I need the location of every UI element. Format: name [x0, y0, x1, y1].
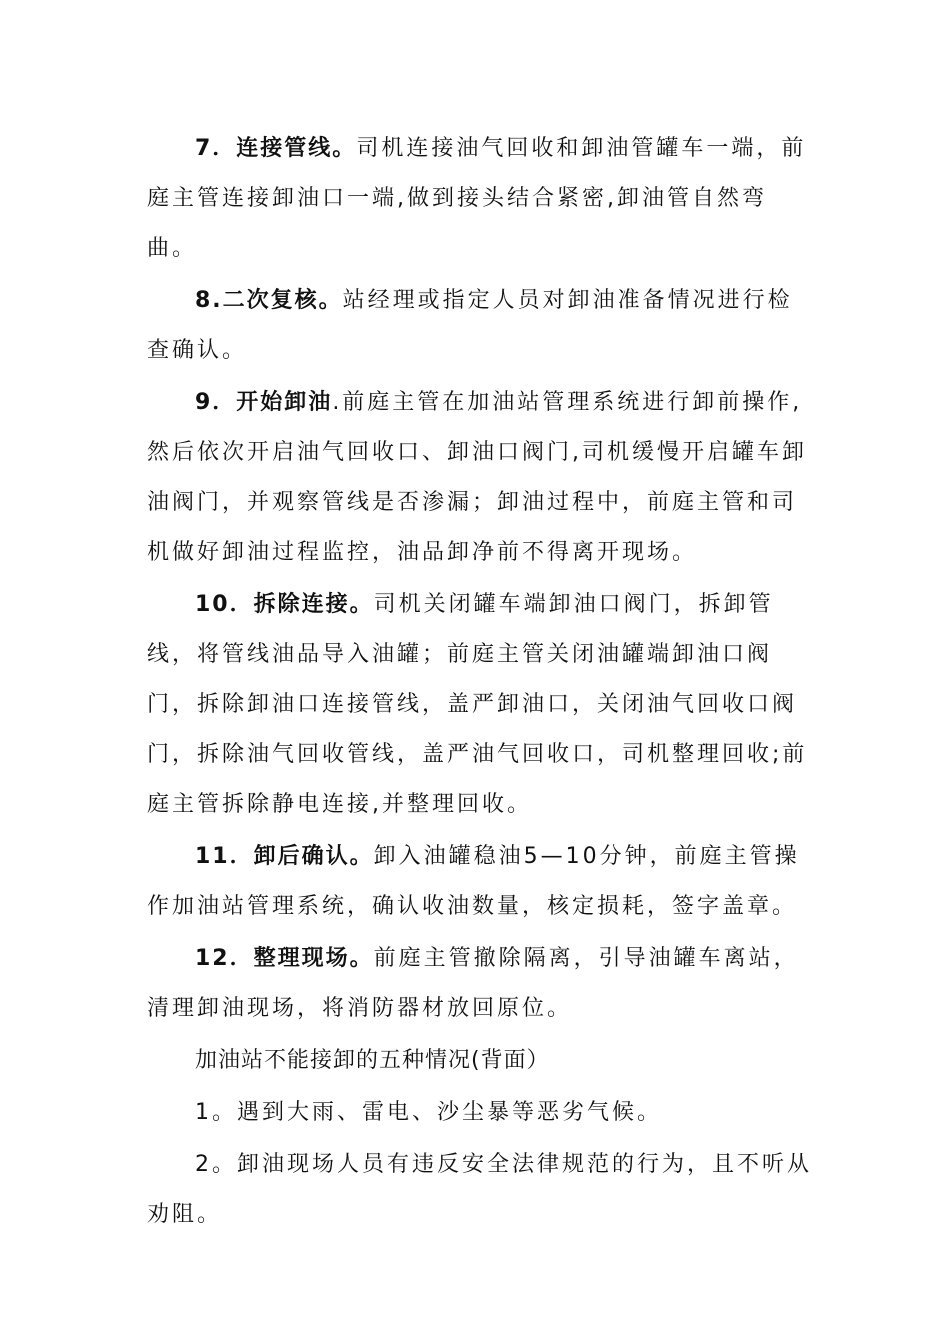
condition-2: 2。卸油现场人员有违反安全法律规范的行为，且不听从劝阻。: [147, 1152, 812, 1227]
step-9: [147, 378, 812, 578]
step-12: [147, 934, 812, 1034]
step-7: [147, 124, 812, 274]
step-12-heading: 12．整理现场。: [195, 946, 374, 971]
step-10-heading: 10．拆除连接。: [195, 592, 374, 617]
step-9-heading: 9．开始卸油: [195, 390, 333, 415]
step-11: [147, 832, 812, 932]
step-8-heading: 8.二次复核。: [195, 288, 343, 313]
document-body: [147, 124, 812, 1242]
step-9-body: .前庭主管在加油站管理系统进行卸前操作,然后依次开启油气回收口、卸油口阀门,司机缓慢开启罐车卸油阀门，并观察管线是否渗漏；卸油过程中，前庭主管和司机做好卸油过程监控，油品卸净前不得离开现场。: [147, 390, 807, 565]
step-8-body: 站经理或指定人员对卸油准备情况进行检查确认。: [147, 288, 793, 363]
section-title: 加油站不能接卸的五种情况(背面）: [195, 1048, 550, 1073]
step-12-body: 前庭主管撤除隔离，引导油罐车离站，清理卸油现场，将消防器材放回原位。: [147, 946, 799, 1021]
step-7-body: 司机连接油气回收和卸油管罐车一端，前庭主管连接卸油口一端,做到接头结合紧密,卸油管自然弯曲。: [147, 136, 807, 261]
step-10: [147, 580, 812, 830]
step-8: [147, 276, 812, 376]
step-7-heading: 7．连接管线。: [195, 136, 357, 161]
step-10-body: 司机关闭罐车端卸油口阀门，拆卸管线，将管线油品导入油罐；前庭主管关闭油罐端卸油口阀门，拆除卸油口连接管线，盖严卸油口，关闭油气回收口阀门，拆除油气回收管线，盖严油气回收口，司机整理回收;前庭主管拆除静电连接,并整理回收。: [147, 592, 808, 817]
step-11-heading: 11．卸后确认。: [195, 844, 374, 869]
condition-1: 1。遇到大雨、雷电、沙尘暴等恶劣气候。: [195, 1100, 662, 1125]
step-11-body: 卸入油罐稳油5—10分钟，前庭主管操作加油站管理系统，确认收油数量，核定损耗，签字盖章。: [147, 844, 800, 919]
